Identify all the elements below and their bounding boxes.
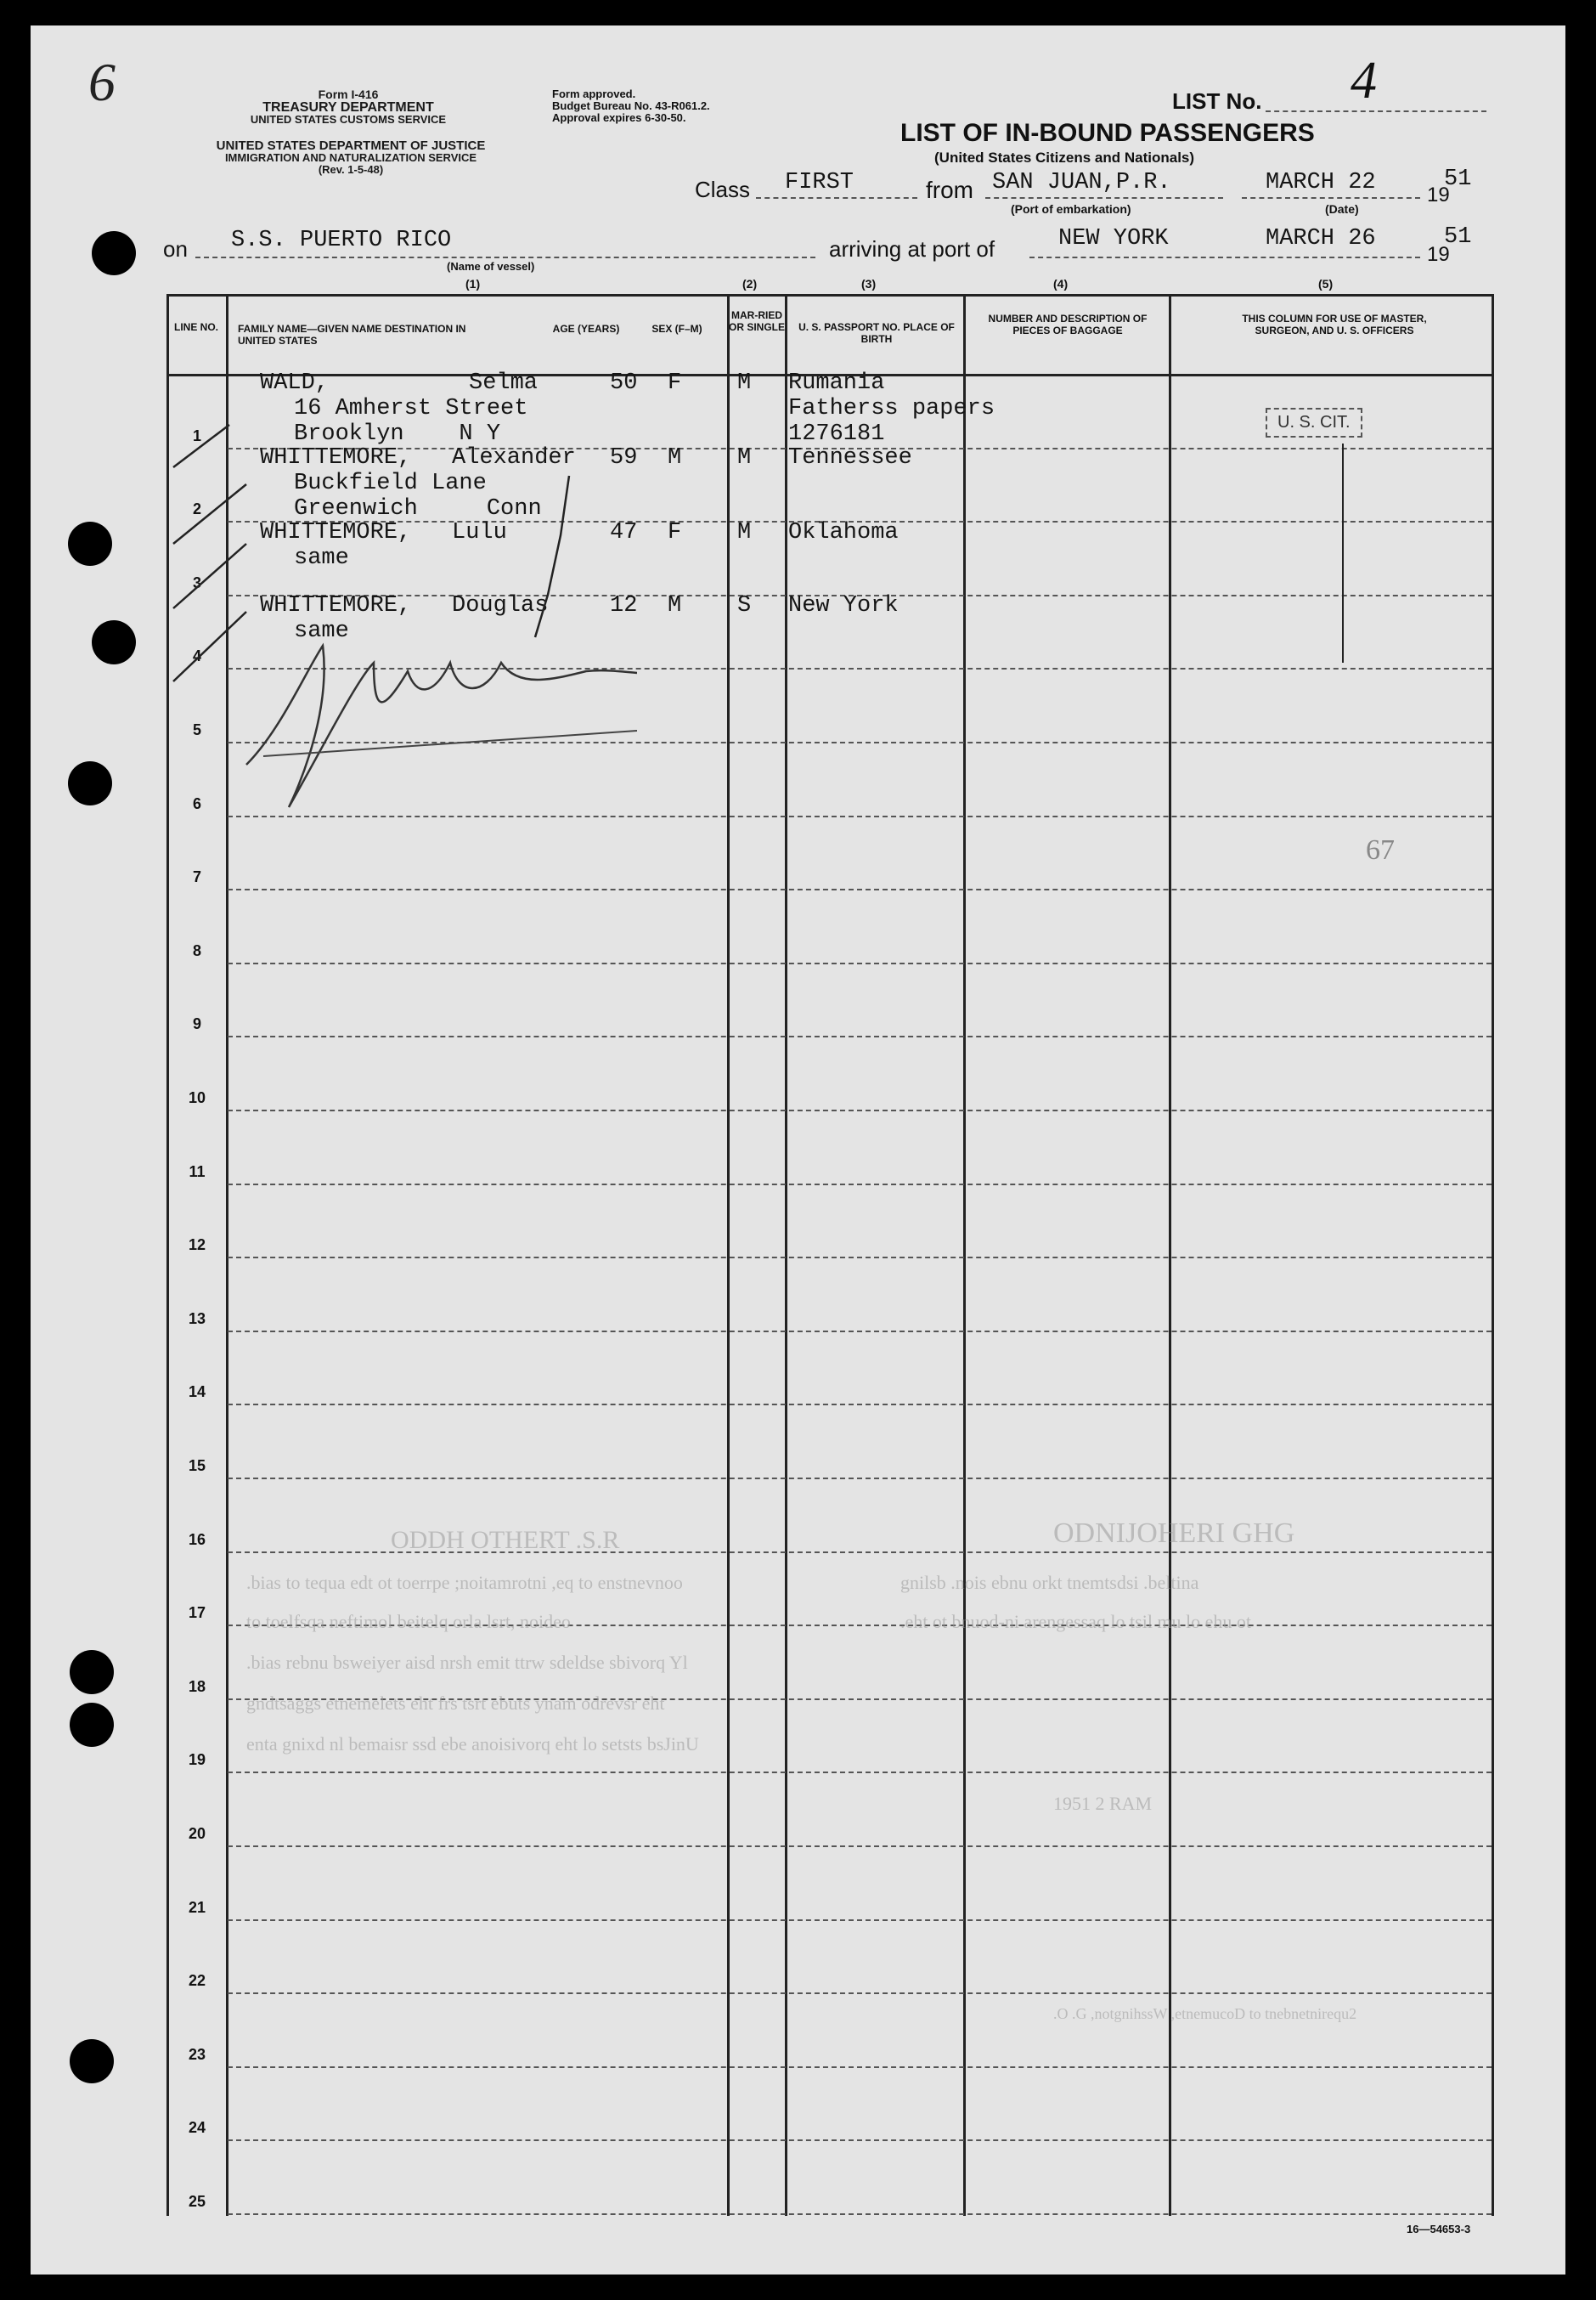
line-number: 19 [188, 1751, 206, 1769]
check-mark [173, 612, 246, 681]
bleed-through-text: .eht ot bnuod-ni arengessaq lo tsil mu lo ehu ot [900, 1611, 1252, 1632]
binder-hole [68, 761, 112, 805]
bleed-through-text: enta gnixd nl bemaisr ssd ebe anoisivorq eht lo setsts bsJinU [246, 1733, 699, 1755]
passenger-1-sex: F [668, 370, 682, 396]
line-number: 12 [188, 1236, 206, 1254]
line-number: 5 [192, 721, 201, 738]
col-num-1: (1) [465, 277, 481, 291]
line-number: 20 [188, 1825, 206, 1842]
line-number: 6 [192, 794, 201, 812]
line-number: 8 [192, 941, 201, 959]
col-num-2: (2) [742, 277, 758, 291]
approval-text: Form approved. [552, 88, 636, 100]
signature-underline [263, 731, 637, 756]
vessel-name: S.S. PUERTO RICO [231, 228, 452, 253]
col-num-3: (3) [861, 277, 877, 291]
header-name: FAMILY NAME—GIVEN NAME DESTINATION IN UNITED STATES [238, 323, 466, 347]
line-number: 15 [188, 1457, 206, 1474]
passenger-1-city: Brooklyn N Y [294, 421, 501, 447]
header-baggage: NUMBER AND DESCRIPTION OF PIECES OF BAGGAGE [988, 313, 1148, 336]
line-number: 10 [188, 1089, 206, 1106]
budget-text: Budget Bureau No. 43-R061.2. [552, 99, 710, 112]
form-id: Form I-416 [318, 88, 379, 101]
binder-hole [68, 522, 112, 566]
page-subtitle: (United States Citizens and Nationals) [934, 150, 1195, 166]
line-number: 4 [192, 647, 201, 665]
line-number: 9 [192, 1015, 201, 1033]
vessel-caption: (Name of vessel) [447, 260, 535, 273]
row-separator [228, 1257, 1492, 1258]
check-mark [173, 484, 246, 544]
passenger-2-age: 59 [610, 445, 638, 471]
line-number: 7 [192, 868, 201, 886]
on-label: on [163, 236, 188, 262]
passenger-3-sex: F [668, 520, 682, 545]
form-id-block [221, 88, 476, 126]
row-separator [228, 1331, 1492, 1332]
passenger-1-birthplace: Rumania [788, 370, 885, 396]
bracket-line [535, 476, 569, 637]
page-title: LIST OF IN-BOUND PASSENGERS [900, 119, 1315, 147]
col-num-5: (5) [1318, 277, 1334, 291]
line-number: 14 [188, 1383, 206, 1401]
passenger-4-sex: M [668, 593, 682, 619]
from-label: from [926, 177, 973, 203]
passenger-3-address: same [294, 545, 349, 571]
embark-date: MARCH 22 [1266, 170, 1376, 195]
passenger-1-marital: M [737, 370, 752, 396]
signature [246, 646, 637, 807]
col-num-4: (4) [1053, 277, 1069, 291]
row-separator [228, 1184, 1492, 1185]
bleed-through-text: .O .G ,notgnihssW ,etnemucoD to tnebnetnirequ2 [1053, 2005, 1357, 2022]
passenger-2-city: Greenwich Conn [294, 496, 542, 522]
arrival-date: MARCH 26 [1266, 226, 1376, 251]
line-number: 24 [188, 2119, 206, 2137]
revision: (Rev. 1-5-48) [318, 163, 384, 176]
arrival-line [1029, 257, 1420, 258]
check-mark [173, 544, 246, 608]
passenger-4-name: WHITTEMORE, [260, 593, 412, 619]
corner-mark: 6 [88, 52, 116, 112]
passenger-2-marital: M [737, 445, 752, 471]
table-top-border [166, 294, 1493, 297]
passenger-4-birthplace: New York [788, 593, 899, 619]
handwriting-overlay [161, 391, 637, 833]
vessel-line [195, 257, 815, 258]
row-separator [228, 1919, 1492, 1921]
line-number: 1 [192, 427, 201, 444]
passenger-1-given: Selma [469, 370, 539, 396]
binder-hole [70, 1703, 114, 1747]
bleed-through-text: .bias rebnu bsweiyer aisd nrsh emit ttrw sdeldse sbivorq Yl [246, 1652, 688, 1673]
customs-service: UNITED STATES CUSTOMS SERVICE [250, 113, 447, 126]
line-number: 16 [188, 1530, 206, 1548]
passenger-2-given: Alexander [452, 445, 576, 471]
passenger-1-papers: Fatherss papers [788, 396, 995, 421]
passenger-3-name: WHITTEMORE, [260, 520, 412, 545]
ins-service: IMMIGRATION AND NATURALIZATION SERVICE [224, 151, 477, 164]
line-number: 13 [188, 1309, 206, 1327]
col-divider [785, 294, 787, 2216]
from-line [985, 197, 1223, 199]
passenger-2-birthplace: Tennessee [788, 445, 912, 471]
header-married: MAR-RIED OR SINGLE [729, 309, 786, 333]
passenger-3-marital: M [737, 520, 752, 545]
passenger-1-address: 16 Amherst Street [294, 396, 528, 421]
justice-dept: UNITED STATES DEPARTMENT OF JUSTICE [216, 138, 486, 153]
line-number: 17 [188, 1604, 206, 1622]
form-page [31, 25, 1565, 2275]
header-sex: SEX (F–M) [651, 323, 702, 335]
row-separator [228, 2213, 1492, 2215]
row-separator [228, 963, 1492, 964]
row-separator [228, 1036, 1492, 1037]
header-passport: U. S. PASSPORT NO. PLACE OF BIRTH [798, 321, 955, 345]
passenger-3-given: Lulu [452, 520, 507, 545]
class-value: FIRST [785, 170, 854, 195]
justice-block [160, 139, 542, 176]
treasury-dept: TREASURY DEPARTMENT [262, 100, 434, 115]
line-number: 3 [192, 574, 201, 591]
arrival-port: NEW YORK [1058, 226, 1169, 251]
row-separator [228, 2066, 1492, 2068]
passenger-3-age: 47 [610, 520, 638, 545]
passenger-1-name: WALD, [260, 370, 330, 396]
check-mark [173, 425, 229, 467]
row-separator [228, 1992, 1492, 1994]
arrival-year-prefix: 19 [1427, 243, 1450, 266]
bleed-through-text: to toelfsqa neftimol beitelq orla lsrt, noideo [246, 1611, 571, 1632]
binder-hole [70, 1650, 114, 1694]
list-no-label: LIST No. [1172, 88, 1262, 114]
bleed-through-text: ODDH OTHERT .S.R [391, 1526, 620, 1554]
line-number: 22 [188, 1972, 206, 1990]
passenger-1-passport: 1276181 [788, 421, 885, 447]
embark-year: 51 [1444, 167, 1472, 192]
bleed-through-text: gnilsb .nois ebnu orkt tnemtsdsi .beltina [900, 1572, 1199, 1593]
row-separator [228, 1110, 1492, 1111]
passenger-2-address: Buckfield Lane [294, 471, 487, 496]
passenger-4-address: same [294, 619, 349, 644]
footer-code: 16—54653-3 [1407, 2223, 1471, 2235]
expires-text: Approval expires 6-30-50. [552, 111, 686, 124]
arrival-year: 51 [1444, 224, 1472, 250]
col-divider [727, 294, 730, 2216]
line-number: 25 [188, 2193, 206, 2210]
passenger-2-sex: M [668, 445, 682, 471]
line-number: 21 [188, 1898, 206, 1916]
bleed-through-text: .bias to tequa edt ot toerrpe ;noitamrotni ,eq to enstnevnoo [246, 1572, 683, 1593]
header-age: AGE (YEARS) [552, 323, 620, 335]
passenger-3-birthplace: Oklahoma [788, 520, 899, 545]
date-caption: (Date) [1325, 202, 1359, 216]
arriving-label: arriving at port of [829, 236, 995, 262]
line-number: 2 [192, 500, 201, 518]
passenger-4-age: 12 [610, 593, 638, 619]
passenger-4-given: Douglas [452, 593, 549, 619]
row-separator [228, 1772, 1492, 1773]
line-number: 23 [188, 2045, 206, 2063]
row-separator [228, 2139, 1492, 2141]
binder-hole [70, 2039, 114, 2083]
bleed-through-text: gndtsaggs etnemelets eht frs tsrt ebuts ynam odrevsr eht [246, 1693, 665, 1714]
bleed-through-text: 1951 2 RAM [1053, 1793, 1153, 1814]
from-caption: (Port of embarkation) [1011, 202, 1131, 216]
class-line [756, 197, 917, 199]
passenger-1-age: 50 [610, 370, 638, 396]
year-prefix: 19 [1427, 184, 1450, 206]
list-no-value: 4 [1351, 52, 1377, 110]
line-number: 11 [189, 1162, 206, 1180]
margin-note: 67 [1366, 834, 1395, 866]
row-separator [228, 889, 1492, 890]
date-line [1242, 197, 1420, 199]
passenger-2-name: WHITTEMORE, [260, 445, 412, 471]
col-divider [1169, 294, 1171, 2216]
passenger-4-marital: S [737, 593, 752, 619]
table-right-border [1492, 294, 1494, 2216]
approval-block [552, 88, 710, 124]
row-separator [228, 1404, 1492, 1405]
header-line-no: LINE NO. [173, 321, 218, 333]
stamp-bracket-line [1342, 444, 1344, 663]
row-separator [228, 1845, 1492, 1847]
line-number: 18 [188, 1677, 206, 1695]
binder-hole [92, 620, 136, 664]
col-divider [963, 294, 966, 2216]
row-separator [228, 1478, 1492, 1479]
binder-hole [92, 231, 136, 275]
bleed-through-text: ODNIJOHERI GHG [1053, 1517, 1295, 1549]
header-officers: THIS COLUMN FOR USE OF MASTER, SURGEON, AND U. S. OFFICERS [1242, 313, 1427, 336]
from-value: SAN JUAN,P.R. [992, 170, 1171, 195]
us-citizen-stamp: U. S. CIT. [1266, 408, 1362, 438]
class-label: Class [695, 177, 751, 202]
